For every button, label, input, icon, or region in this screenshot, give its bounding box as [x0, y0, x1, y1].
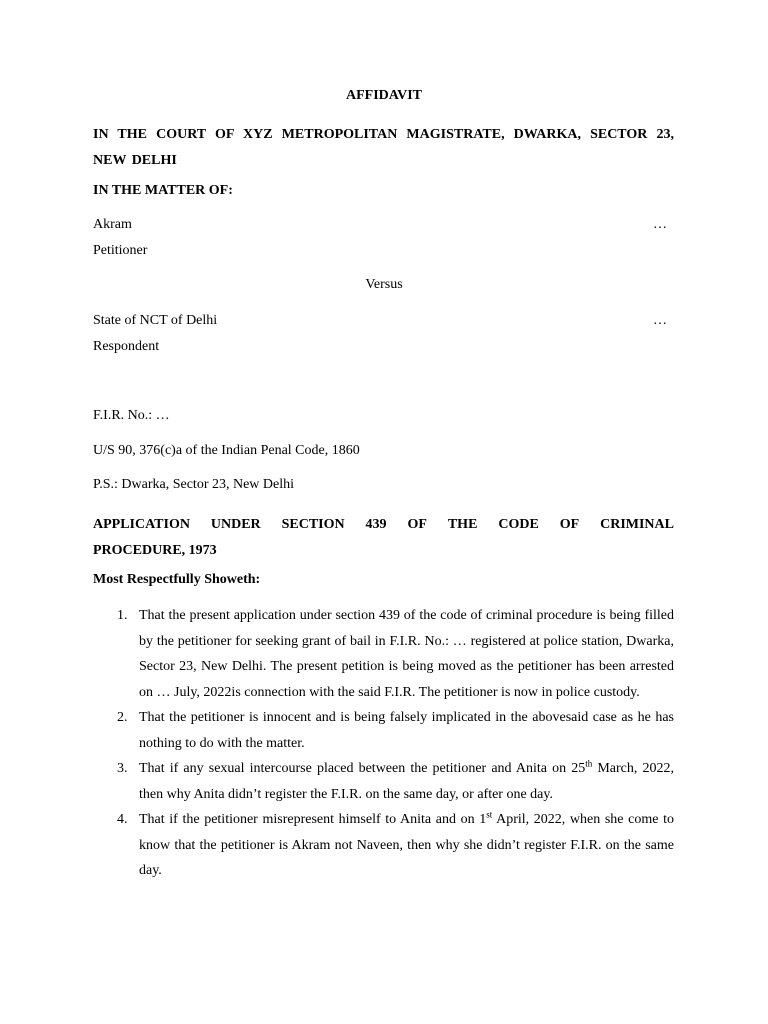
- list-item: [93, 603, 674, 705]
- application-word: UNDER: [210, 517, 261, 532]
- numbered-list: [93, 603, 674, 884]
- list-item: [93, 756, 674, 807]
- application-word: OF: [407, 517, 427, 532]
- application-heading-line2: PROCEDURE, 1973: [93, 543, 217, 558]
- fir-number: F.I.R. No.: …: [93, 408, 170, 423]
- matter-heading: IN THE MATTER OF:: [93, 183, 233, 198]
- application-word: SECTION: [281, 517, 345, 532]
- list-item-text-part: That if the petitioner misrepresent himself to Anita and on 1: [139, 812, 487, 827]
- application-word: CODE: [498, 517, 539, 532]
- list-item-text-part: April, 2022, when she come to know that the petitioner is Akram not Naveen, then why she didn’t register F.I.R. on the same day.: [139, 812, 674, 878]
- petitioner-dots: …: [653, 217, 667, 232]
- application-heading: [93, 512, 674, 564]
- application-word: 439: [365, 517, 387, 532]
- list-item-text-part: March, 2022, then why Anita didn’t register the F.I.R. on the same day, or after one day.: [139, 761, 674, 802]
- petitioner-role: Petitioner: [93, 243, 148, 258]
- list-item: [93, 807, 674, 884]
- application-heading-line1: [93, 512, 674, 538]
- ipc-sections: U/S 90, 376(c)a of the Indian Penal Code, 1860: [93, 443, 360, 458]
- application-word: APPLICATION: [93, 517, 190, 532]
- list-item-text: That the petitioner is innocent and is being falsely implicated in the abovesaid case as he has nothing to do with the matter.: [139, 710, 674, 751]
- list-item-text: [139, 809, 674, 878]
- list-item-number: 1.: [117, 608, 128, 623]
- ordinal-suffix: st: [486, 809, 493, 820]
- application-word: THE: [447, 517, 478, 532]
- list-item-number: 2.: [117, 710, 128, 725]
- application-word: CRIMINAL: [600, 517, 674, 532]
- showeth-heading: Most Respectfully Showeth:: [93, 572, 261, 587]
- list-item-text: That the present application under section 439 of the code of criminal procedure is being filled by the petitioner for seeking grant of bail in F.I.R. No.: … registered at police station, Dwarka, Sector 23, New Delhi. The present petition is being moved as the petitioner has been arrested on … July, 2022is connection with the said F.I.R. The petitioner is now in police custody.: [139, 608, 674, 700]
- court-heading: IN THE COURT OF XYZ METROPOLITAN MAGISTRATE, DWARKA, SECTOR 23, NEW DELHI: [93, 127, 674, 168]
- list-item-number: 4.: [117, 812, 128, 827]
- petitioner-name: Akram: [93, 217, 132, 232]
- list-item: [93, 705, 674, 756]
- list-item-text-part: That if any sexual intercourse placed between the petitioner and Anita on 25: [139, 761, 586, 776]
- application-word: OF: [559, 517, 580, 532]
- respondent-name: State of NCT of Delhi: [93, 313, 218, 328]
- list-item-number: 3.: [117, 761, 128, 776]
- document-title: AFFIDAVIT: [346, 88, 422, 103]
- list-item-text: [139, 758, 674, 802]
- respondent-role: Respondent: [93, 339, 160, 354]
- ordinal-suffix: th: [585, 758, 593, 769]
- police-station: P.S.: Dwarka, Sector 23, New Delhi: [93, 477, 295, 492]
- versus-label: Versus: [365, 277, 403, 292]
- respondent-dots: …: [653, 313, 667, 328]
